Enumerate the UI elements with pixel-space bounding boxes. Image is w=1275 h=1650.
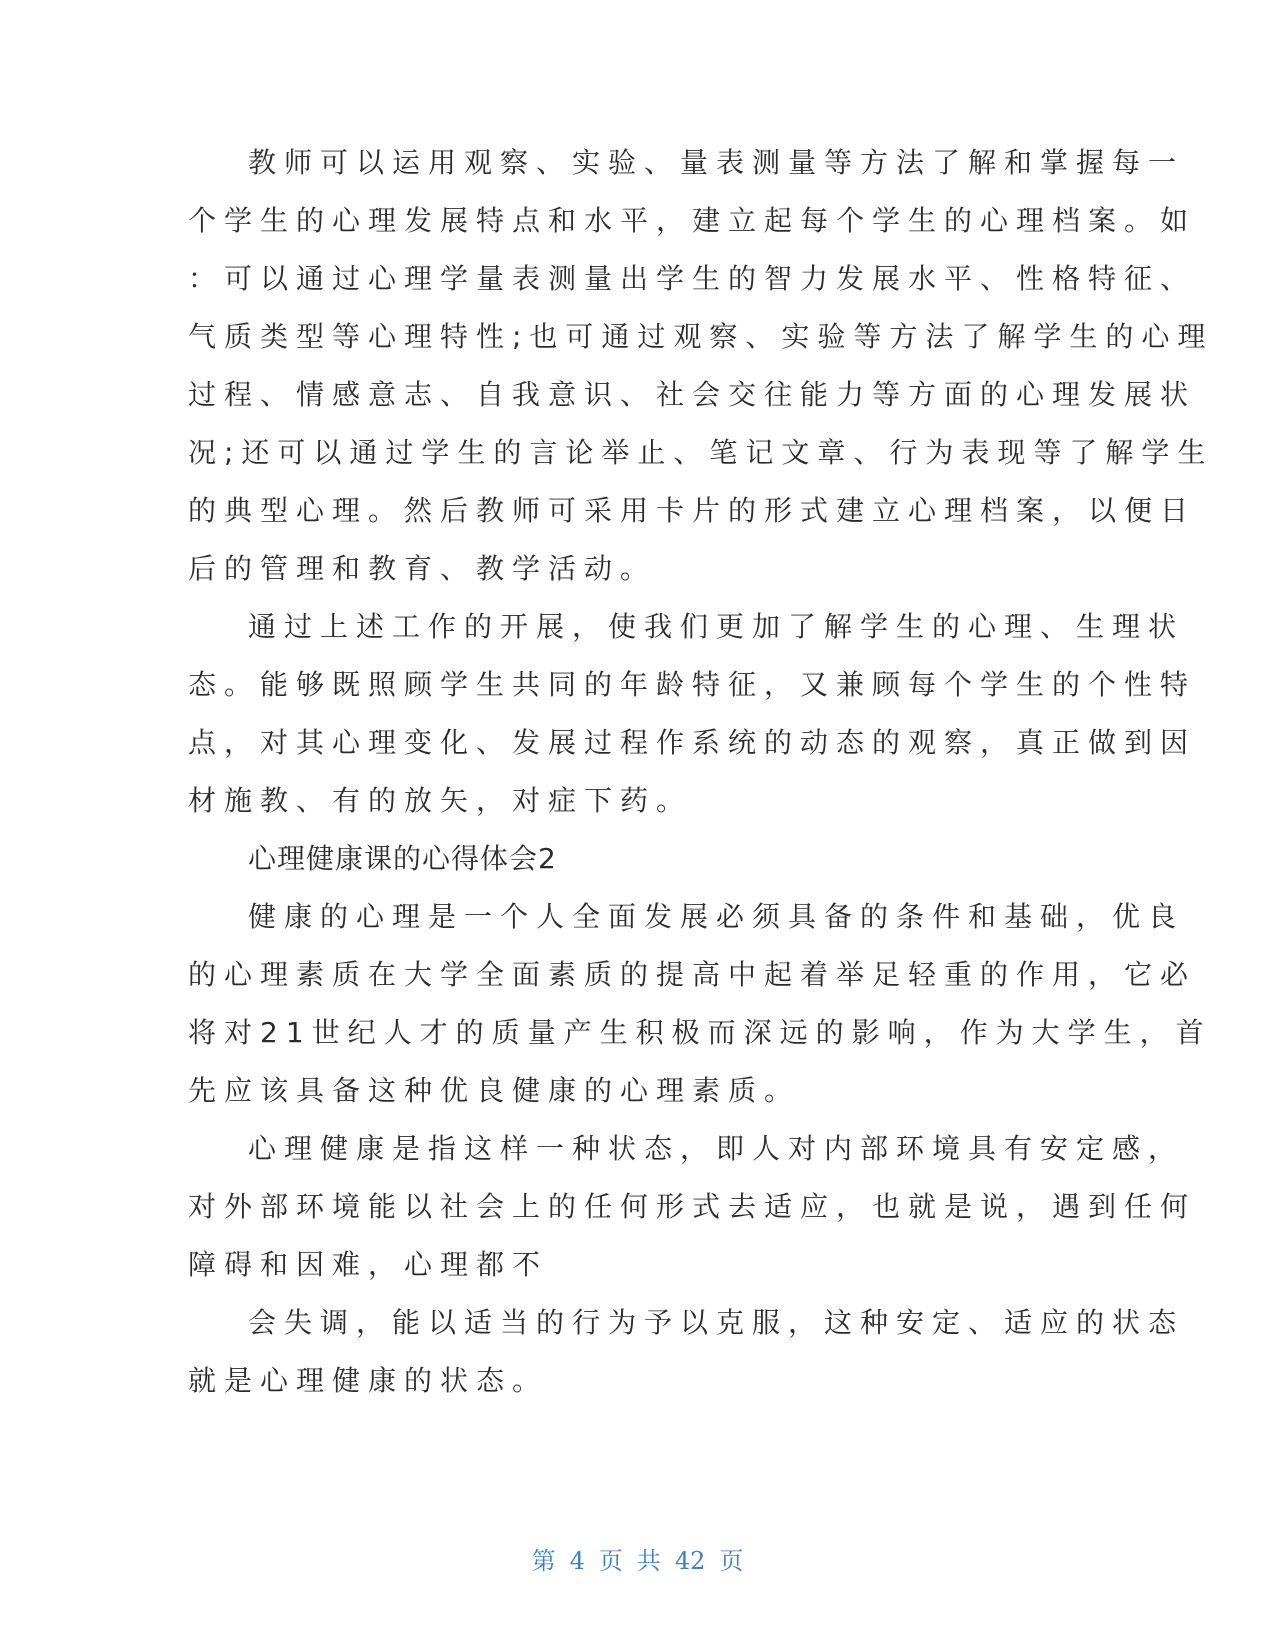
text-line: 的心理素质在大学全面素质的提高中起着举足轻重的作用，它必 (188, 958, 1197, 991)
text-line: 点，对其心理变化、发展过程作系统的动态的观察，真正做到因 (188, 726, 1197, 759)
text-line: 障碍和因难，心理都不 (188, 1248, 549, 1281)
text-line: 过程、情感意志、自我意识、社会交往能力等方面的心理发展状 (188, 378, 1197, 411)
text-line: 态。能够既照顾学生共同的年龄特征，又兼顾每个学生的个性特 (188, 668, 1197, 701)
footer-prefix: 第 (531, 1547, 556, 1575)
footer-middle: 页 (598, 1547, 623, 1575)
section-heading: 心理健康课的心得体会2 (248, 842, 557, 875)
text-line: 将对21世纪人才的质量产生积极而深远的影响，作为大学生，首 (188, 1016, 1212, 1049)
footer-total-pages: 42 (674, 1547, 706, 1575)
text-line: 先应该具备这种优良健康的心理素质。 (188, 1074, 801, 1107)
text-line: 健康的心理是一个人全面发展必须具备的条件和基础，优良 (248, 900, 1185, 933)
text-line: 就是心理健康的状态。 (188, 1364, 549, 1397)
text-line: 材施教、有的放矢，对症下药。 (188, 784, 693, 817)
text-line: 的典型心理。然后教师可采用卡片的形式建立心理档案，以便日 (188, 494, 1197, 527)
text-line: 对外部环境能以社会上的任何形式去适应，也就是说，遇到任何 (188, 1190, 1197, 1223)
text-line: 会失调，能以适当的行为予以克服，这种安定、适应的状态 (248, 1306, 1185, 1339)
footer-total-label: 共 (636, 1547, 661, 1575)
text-line: 教师可以运用观察、实验、量表测量等方法了解和掌握每一 (248, 146, 1185, 179)
text-line: 通过上述工作的开展，使我们更加了解学生的心理、生理状 (248, 610, 1185, 643)
text-line: 况;还可以通过学生的言论举止、笔记文章、行为表现等了解学生 (188, 436, 1214, 469)
text-line: 心理健康是指这样一种状态，即人对内部环境具有安定感， (248, 1132, 1185, 1165)
text-line: 气质类型等心理特性;也可通过观察、实验等方法了解学生的心理 (188, 320, 1214, 353)
footer-suffix: 页 (719, 1547, 744, 1575)
text-line: 后的管理和教育、教学活动。 (188, 552, 657, 585)
page-footer (0, 1541, 1275, 1581)
text-line: 个学生的心理发展特点和水平，建立起每个学生的心理档案。如 (188, 204, 1197, 237)
text-line: ：可以通过心理学量表测量出学生的智力发展水平、性格特征、 (188, 262, 1197, 295)
footer-page-number: 4 (569, 1547, 585, 1575)
